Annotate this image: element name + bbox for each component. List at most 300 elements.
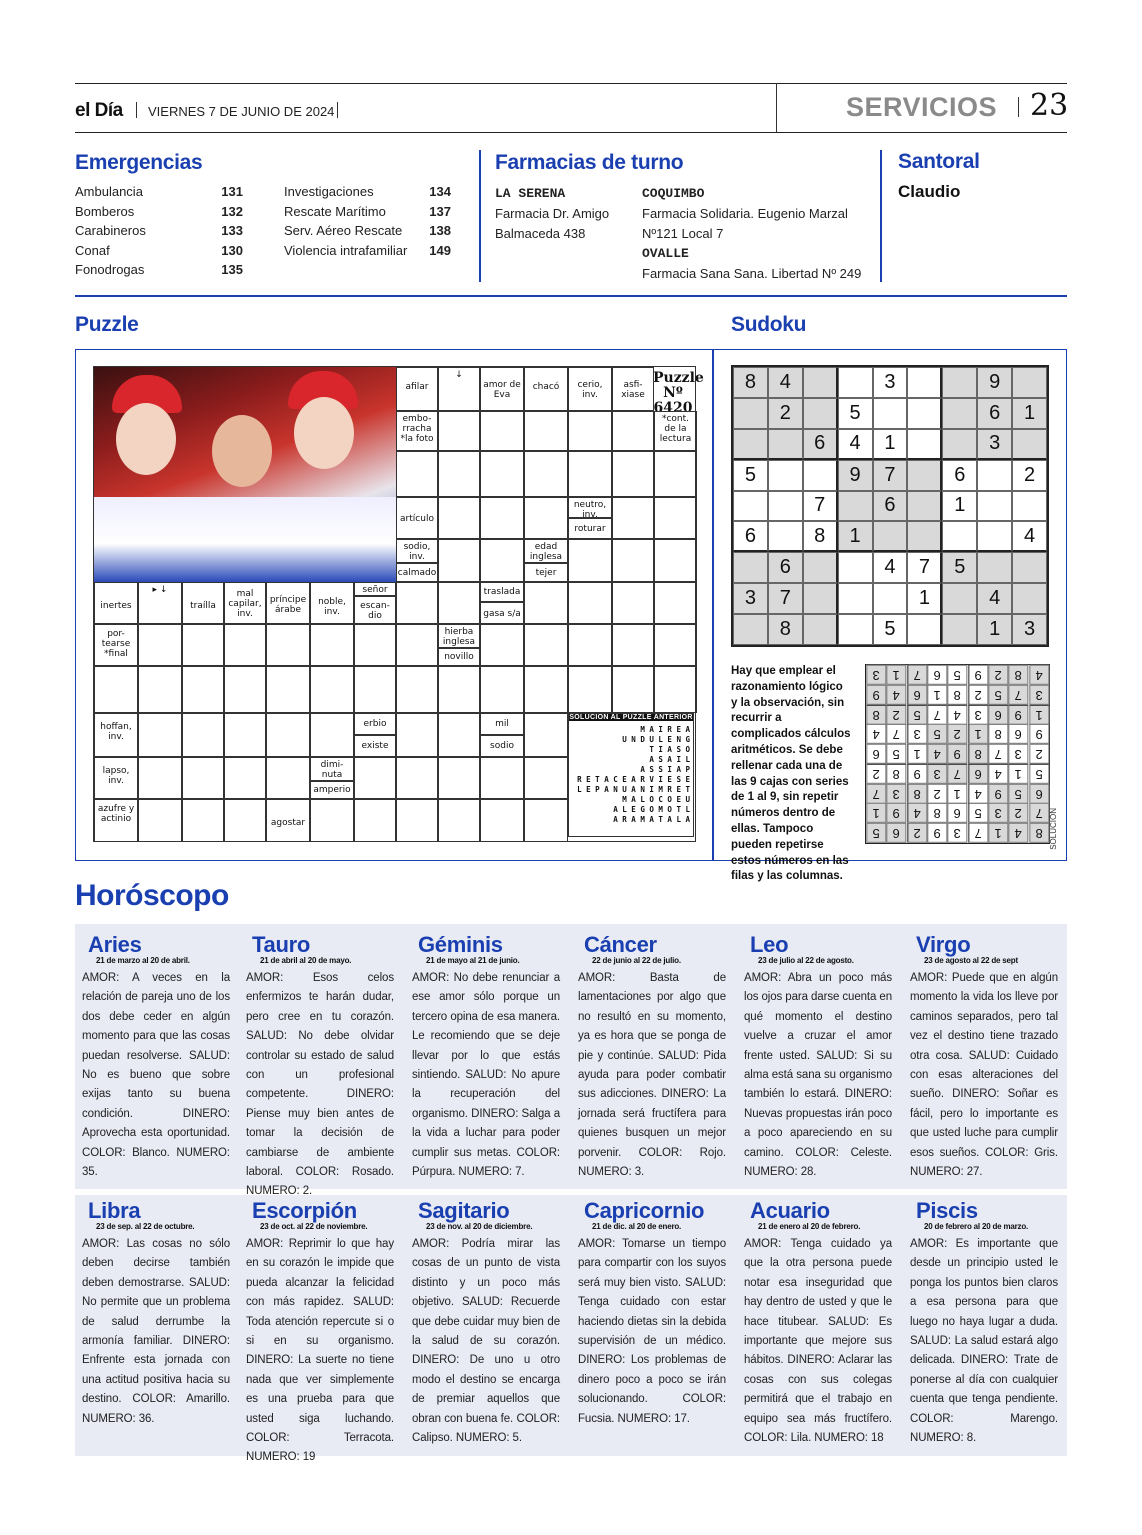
sign-dates: 22 de junio al 22 de julio. xyxy=(592,956,681,965)
sign-dates: 20 de febrero al 20 de marzo. xyxy=(924,1222,1029,1231)
sudoku-solution xyxy=(865,664,1050,844)
sudoku-solution-cell: 2 xyxy=(1029,744,1049,764)
sudoku-solution-cell: 9 xyxy=(886,803,906,823)
sudoku-solution-cell: 5 xyxy=(968,803,988,823)
sudoku-solution-cell: 4 xyxy=(927,744,947,764)
grid-cell xyxy=(654,624,697,666)
sudoku-solution-cell: 8 xyxy=(866,705,886,725)
sudoku-cell xyxy=(733,552,768,583)
grid-cell xyxy=(480,539,524,582)
sudoku-cell: 6 xyxy=(942,460,977,491)
sudoku-cell: 6 xyxy=(803,429,838,460)
grid-cell xyxy=(438,757,480,799)
sudoku-cell: 8 xyxy=(768,614,803,645)
column-divider xyxy=(880,150,882,282)
sudoku-cell: 6 xyxy=(768,552,803,583)
grid-cell xyxy=(438,582,480,624)
sudoku-cell xyxy=(768,521,803,552)
clue-cell: ↓ xyxy=(438,367,480,411)
sudoku-cell xyxy=(942,398,977,429)
sudoku-solution-cell: 3 xyxy=(988,803,1008,823)
grid-cell xyxy=(396,451,438,497)
emergencias-list-1 xyxy=(75,182,243,280)
sudoku-solution-cell: 8 xyxy=(947,685,967,705)
grid-cell xyxy=(182,713,224,757)
sign-text: AMOR: Tenga cuidado ya que la otra persona puede notar esa inseguridad que hay dentro de usted y que le hace titubear. SALUD: Es importante que mejore sus hábitos. DINERO: Aclarar las cosas con sus colegas permitirá que el trabajo en equipo sea más fructífero. COLOR: Lila. NUMERO: 18 xyxy=(744,1238,892,1445)
sudoku-cell: 1 xyxy=(907,583,942,614)
clue-cell: neutro, inv. xyxy=(568,497,612,518)
grid-cell xyxy=(524,624,568,666)
sign-dates: 21 de enero al 20 de febrero. xyxy=(758,1222,861,1231)
sign-name: Géminis xyxy=(418,932,503,957)
clue-cell: artículo xyxy=(396,497,438,539)
sudoku-cell xyxy=(733,429,768,460)
grid-cell xyxy=(396,666,438,713)
header-top-rule xyxy=(75,83,1067,84)
clue-cell: por-tearse *final xyxy=(94,624,138,666)
sudoku-cell xyxy=(768,460,803,491)
sudoku-cell xyxy=(907,460,942,491)
sudoku-cell: 5 xyxy=(838,398,873,429)
solution-row: A S A I L xyxy=(649,755,690,764)
sign-text: AMOR: Reprimir lo que hay en su corazón le impide que pueda alcanzar la felicidad con más rapidez. SALUD: Toda atención repercute si o si en su organismo. DINERO: La suerte no tiene nada que ver simplemente es una prueba para que usted siga luchando. COLOR: Terracota. NUMERO: 19 xyxy=(246,1238,394,1464)
clue-cell: existe xyxy=(354,735,396,757)
grid-cell xyxy=(568,539,612,582)
sudoku-cell xyxy=(907,614,942,645)
sudoku-solution-cell: 5 xyxy=(988,685,1008,705)
sudoku-cell xyxy=(873,583,908,614)
sudoku-solution-cell: 6 xyxy=(866,744,886,764)
sudoku-cell: 5 xyxy=(873,614,908,645)
sudoku-solution-cell: 8 xyxy=(927,803,947,823)
sudoku-cell: 4 xyxy=(838,429,873,460)
clue-cell: traslada xyxy=(480,582,524,602)
sudoku-solution-cell: 7 xyxy=(886,724,906,744)
section-rule xyxy=(75,295,1067,297)
grid-cell xyxy=(182,624,224,666)
sudoku-solution-cell: 2 xyxy=(947,724,967,744)
sudoku-cell xyxy=(1012,491,1047,522)
sudoku-cell: 2 xyxy=(768,398,803,429)
clue-cell: chacó xyxy=(524,367,568,411)
grid-cell xyxy=(524,713,568,757)
grid-cell xyxy=(524,582,568,624)
sudoku-solution-cell: 9 xyxy=(968,665,988,685)
farmacias-title: Farmacias de turno xyxy=(495,151,684,174)
sign-name: Aries xyxy=(88,932,142,957)
sudoku-solution-cell: 5 xyxy=(947,665,967,685)
grid-cell xyxy=(568,582,612,624)
grid-cell xyxy=(438,713,480,757)
sudoku-solution-cell: 7 xyxy=(907,665,927,685)
sudoku-solution-cell: 6 xyxy=(988,705,1008,725)
clue-cell: tejer xyxy=(524,563,568,582)
sudoku-cell xyxy=(1012,367,1047,398)
clue-cell: príncipe árabe xyxy=(266,582,310,624)
sudoku-cell xyxy=(803,614,838,645)
sign-name: Piscis xyxy=(916,1198,978,1223)
grid-cell xyxy=(524,757,568,799)
puzzle-photo xyxy=(94,367,396,582)
sudoku-solution-cell: 8 xyxy=(1029,823,1049,843)
clue-cell: edad inglesa xyxy=(524,539,568,563)
sign-name: Libra xyxy=(88,1198,141,1223)
sudoku-solution-cell: 5 xyxy=(927,724,947,744)
grid-cell xyxy=(310,666,354,713)
sign-text: AMOR: Podría mirar las cosas de un punto de vista distinto y un poco más objetivo. SALUD: Recuerde que debe cuidar muy bien de la salud de su corazón. DINERO: De uno u otro modo el destino se encarga de premiar aquellos que obran con buena fe. COLOR: Calipso. NUMERO: 5. xyxy=(412,1238,560,1445)
sudoku-cell xyxy=(907,398,942,429)
sign-name: Escorpión xyxy=(252,1198,357,1223)
emergency-row: Violencia intrafamiliar 149 xyxy=(284,242,451,258)
emergency-row: Carabineros 133 xyxy=(75,223,243,238)
clue-cell: mil xyxy=(480,713,524,735)
clue-cell: lapso, inv. xyxy=(94,757,138,799)
grid-cell xyxy=(354,799,396,842)
grid-cell xyxy=(310,713,354,757)
sudoku-cell xyxy=(907,521,942,552)
sudoku-solution-label: SOLUCIÓN xyxy=(1049,808,1058,850)
clue-cell: azufre y actinio xyxy=(94,799,138,842)
grid-cell xyxy=(354,757,396,799)
sudoku-solution-cell: 3 xyxy=(1029,685,1049,705)
grid-cell xyxy=(354,666,396,713)
sudoku-cell: 4 xyxy=(873,552,908,583)
sudoku-solution-cell: 3 xyxy=(968,705,988,725)
sudoku-solution-cell: 1 xyxy=(968,724,988,744)
sudoku-cell: 5 xyxy=(733,460,768,491)
previous-solution xyxy=(568,713,694,837)
divider xyxy=(1018,97,1019,117)
sudoku-solution-cell: 6 xyxy=(886,823,906,843)
sudoku-cell xyxy=(977,460,1012,491)
solution-row: U N D U L E N G xyxy=(622,735,690,744)
grid-cell xyxy=(480,497,524,539)
sudoku-cell: 8 xyxy=(803,521,838,552)
sudoku-cell: 7 xyxy=(768,583,803,614)
farmacia-serena: LA SERENA Farmacia Dr. Amigo Balmaceda 438 xyxy=(495,186,610,241)
sudoku-cell: 1 xyxy=(873,429,908,460)
sudoku-cell xyxy=(977,491,1012,522)
sudoku-cell: 5 xyxy=(942,552,977,583)
sudoku-solution-cell: 2 xyxy=(927,784,947,804)
santoral-name: Claudio xyxy=(898,182,961,201)
grid-cell xyxy=(182,757,224,799)
grid-cell xyxy=(524,497,568,539)
divider xyxy=(337,102,338,118)
grid-cell xyxy=(654,451,697,497)
grid-cell xyxy=(224,624,266,666)
sudoku-cell: 4 xyxy=(977,583,1012,614)
sudoku-solution-cell: 3 xyxy=(886,784,906,804)
sudoku-solution-cell: 3 xyxy=(1008,744,1028,764)
clue-cell: noble, inv. xyxy=(310,582,354,624)
grid-cell xyxy=(396,713,438,757)
sudoku-cell: 8 xyxy=(733,367,768,398)
sudoku-instructions: Hay que emplear el razonamiento lógico y la observación, sin recurrir a complicados cálculos aritméticos. Se debe rellenar cada una de las 9 cajas con series de 1 al 9, sin repetir números dentro de ellas. Tampoco pueden repetirse estos números en las filas y las columnas. xyxy=(731,665,851,883)
sign-dates: 21 de mayo al 21 de junio. xyxy=(426,956,520,965)
sudoku-solution-cell: 4 xyxy=(866,724,886,744)
grid-cell xyxy=(354,624,396,666)
sign-text: AMOR: Esos celos enfermizos te harán dudar, pero cree en tu corazón. SALUD: No debe olvidar controlar su estado de salud con un profesional competente. DINERO: Piense muy bien antes de tomar la decisión de cambiarse de ambiente laboral. COLOR: Rosado. NUMERO: 2. xyxy=(246,972,394,1198)
sudoku-solution-cell: 7 xyxy=(1029,803,1049,823)
sudoku-solution-cell: 4 xyxy=(988,764,1008,784)
sign-text: AMOR: Basta de lamentaciones por algo que no resultó en su momento, ya es hora que se ponga de pie y continúe. SALUD: Pida ayuda para poder combatir sus adicciones. DINERO: La jornada será fructífera para quienes busquen un mejor porvenir. COLOR: Rojo. NUMERO: 3. xyxy=(578,972,726,1179)
sudoku-solution-cell: 4 xyxy=(1029,665,1049,685)
clue-cell: embo-rracha *la foto xyxy=(396,411,438,451)
grid-cell xyxy=(568,666,612,713)
grid-cell xyxy=(138,799,182,842)
sudoku-solution-cell: 4 xyxy=(886,685,906,705)
column-divider xyxy=(479,150,481,282)
sudoku-solution-cell: 9 xyxy=(907,764,927,784)
sudoku-solution-cell: 9 xyxy=(1008,705,1028,725)
grid-cell xyxy=(480,799,524,842)
sudoku-solution-cell: 7 xyxy=(1008,685,1028,705)
sign-name: Cáncer xyxy=(584,932,657,957)
grid-cell xyxy=(480,451,524,497)
grid-cell xyxy=(138,624,182,666)
sudoku-solution-cell: 7 xyxy=(988,744,1008,764)
sudoku-cell xyxy=(838,614,873,645)
sudoku-solution-cell: 5 xyxy=(886,744,906,764)
emergency-row: Rescate Marítimo 137 xyxy=(284,203,451,219)
clue-cell: afilar xyxy=(396,367,438,411)
clue-cell: asfi-xiase xyxy=(612,367,654,411)
sudoku-cell: 6 xyxy=(873,491,908,522)
sudoku-solution-cell: 5 xyxy=(907,705,927,725)
emergency-row: Serv. Aéreo Rescate 138 xyxy=(284,223,451,238)
sudoku-solution-cell: 6 xyxy=(907,685,927,705)
sudoku-solution-cell: 9 xyxy=(947,744,967,764)
solution-row: A L E G O M O T L xyxy=(613,805,690,814)
grid-cell xyxy=(310,799,354,842)
grid-cell xyxy=(438,799,480,842)
grid-cell xyxy=(310,624,354,666)
clue-cell: agostar xyxy=(266,799,310,842)
grid-cell xyxy=(568,624,612,666)
grid-cell xyxy=(266,713,310,757)
sudoku-solution-cell: 6 xyxy=(1029,784,1049,804)
sudoku-cell: 1 xyxy=(838,521,873,552)
sign-dates: 23 de julio al 22 de agosto. xyxy=(758,956,854,965)
clue-cell: cerio, inv. xyxy=(568,367,612,411)
horoscope-sign xyxy=(82,932,230,1182)
sudoku-cell xyxy=(942,583,977,614)
sudoku-solution-cell: 2 xyxy=(886,705,906,725)
clue-cell: gasa s/a xyxy=(480,602,524,624)
sudoku-solution-cell: 2 xyxy=(866,764,886,784)
grid-cell xyxy=(182,799,224,842)
newspaper-logo: el Día xyxy=(75,100,123,121)
sudoku-solution-cell: 9 xyxy=(866,685,886,705)
horoscope-separator xyxy=(75,1189,1067,1195)
sudoku-cell xyxy=(942,614,977,645)
emergency-row: Ambulancia 131 xyxy=(75,184,243,199)
grid-cell xyxy=(396,582,438,624)
sudoku-solution-cell: 7 xyxy=(927,705,947,725)
sign-name: Virgo xyxy=(916,932,971,957)
sudoku-cell: 1 xyxy=(977,614,1012,645)
clue-cell: amperio xyxy=(310,781,354,799)
grid-cell xyxy=(612,411,654,451)
grid-cell xyxy=(438,666,480,713)
grid-cell xyxy=(438,497,480,539)
sudoku-solution-cell: 4 xyxy=(1008,823,1028,843)
horoscope-sign xyxy=(246,1198,394,1468)
clue-cell: escan-dio xyxy=(354,596,396,624)
sign-text: AMOR: Tomarse un tiempo para compartir con los suyos será muy bien visto. SALUD: Tenga cuidado con estar haciendo dietas sin la debida supervisión de un médico. DINERO: Los problemas de dinero poco a poco se irán solucionando. COLOR: Fucsia. NUMERO: 17. xyxy=(578,1238,726,1425)
grid-cell xyxy=(524,799,568,842)
sudoku-solution-cell: 7 xyxy=(866,784,886,804)
grid-cell xyxy=(138,713,182,757)
sudoku-solution-cell: 1 xyxy=(1008,764,1028,784)
sudoku-cell xyxy=(873,398,908,429)
horoscope-sign xyxy=(744,1198,892,1448)
clue-cell: amor de Eva xyxy=(480,367,524,411)
grid-cell xyxy=(524,451,568,497)
sudoku-solution-cell: 1 xyxy=(947,784,967,804)
sudoku-solution-cell: 1 xyxy=(907,744,927,764)
clue-cell: hierba inglesa xyxy=(438,624,480,648)
horoscope-sign xyxy=(412,1198,560,1448)
sudoku-solution-cell: 9 xyxy=(1029,724,1049,744)
sudoku-solution-cell: 6 xyxy=(1008,724,1028,744)
sudoku-solution-cell: 3 xyxy=(866,665,886,685)
sudoku-solution-cell: 5 xyxy=(1008,784,1028,804)
sudoku-cell xyxy=(803,552,838,583)
grid-cell xyxy=(654,497,697,539)
clue-cell: hoffan, inv. xyxy=(94,713,138,757)
sudoku-title: Sudoku xyxy=(731,313,807,336)
sudoku-cell: 3 xyxy=(873,367,908,398)
horoscope-sign xyxy=(412,932,560,1182)
horoscope-sign xyxy=(82,1198,230,1429)
sudoku-solution-cell: 7 xyxy=(947,764,967,784)
sign-text: AMOR: Abra un poco más los ojos para darse cuenta en qué momento el destino vuelve a cruzar el amor frente usted. SALUD: Si su alma está sana su organismo también lo estará. DINERO: Nuevas propuestas irán poco a poco apareciendo en su camino. COLOR: Celeste. NUMERO: 28. xyxy=(744,972,892,1179)
grid-cell xyxy=(266,624,310,666)
sign-dates: 23 de sep. al 22 de octubre. xyxy=(96,1222,195,1231)
sudoku-cell xyxy=(838,583,873,614)
sudoku-cell xyxy=(803,367,838,398)
sign-text: AMOR: No debe renunciar a ese amor sólo porque un tercero opina de esa manera. Le recomiendo que se deje llevar por lo que estás sintiendo. SALUD: No apure la recuperación del organismo. DINERO: Salga a la vida a luchar para poder cumplir sus metas. COLOR: Púrpura. NUMERO: 7. xyxy=(412,972,560,1179)
grid-cell xyxy=(396,624,438,666)
grid-cell xyxy=(654,539,697,582)
sudoku-solution-cell: 4 xyxy=(907,803,927,823)
sudoku-solution-cell: 8 xyxy=(1008,665,1028,685)
sudoku-cell xyxy=(838,491,873,522)
grid-cell xyxy=(224,666,266,713)
puzzle-brand: Puzzle Nº 6420 xyxy=(653,370,704,416)
sudoku-solution-cell: 3 xyxy=(907,724,927,744)
sudoku-cell xyxy=(977,552,1012,583)
farmacia-coquimbo-ovalle: COQUIMBO Farmacia Solidaria. Eugenio Marzal Nº121 Local 7 OVALLE Farmacia Sana Sana. Libertad Nº 249 xyxy=(642,186,862,281)
sudoku-cell xyxy=(803,583,838,614)
horoscope-sign xyxy=(578,932,726,1182)
clue-cell: novillo xyxy=(438,648,480,666)
puzzle-title: Puzzle xyxy=(75,313,139,336)
emergency-row: Fonodrogas 135 xyxy=(75,262,243,277)
sudoku-solution-cell: 8 xyxy=(886,764,906,784)
sudoku-cell xyxy=(733,491,768,522)
grid-cell xyxy=(480,411,524,451)
horoscope-sign xyxy=(910,1198,1058,1448)
grid-cell xyxy=(94,666,138,713)
sudoku-solution-cell: 2 xyxy=(968,685,988,705)
santoral-title: Santoral xyxy=(898,150,980,173)
sudoku-cell: 3 xyxy=(977,429,1012,460)
clue-cell: erbio xyxy=(354,713,396,735)
sign-name: Capricornio xyxy=(584,1198,705,1223)
sudoku-cell xyxy=(907,491,942,522)
previous-solution-title: SOLUCION AL PUZZLE ANTERIOR xyxy=(569,714,693,721)
sudoku-cell: 6 xyxy=(733,521,768,552)
emergencias-title: Emergencias xyxy=(75,151,203,174)
horoscope-sign xyxy=(744,932,892,1182)
grid-cell xyxy=(480,666,524,713)
grid-cell xyxy=(224,713,266,757)
sudoku-solution-cell: 8 xyxy=(968,744,988,764)
sudoku-solution-cell: 1 xyxy=(1029,705,1049,725)
sign-text: AMOR: A veces en la relación de pareja uno de los dos debe ceder en algún momento para que las cosas puedan resolverse. SALUD: No es bueno que sobre exijas tanto su buena condición. DINERO: Aprovecha esta oportunidad. COLOR: Blanco. NUMERO: 35. xyxy=(82,972,230,1179)
column-divider xyxy=(712,349,714,861)
sudoku-solution-cell: 3 xyxy=(947,823,967,843)
sign-dates: 21 de dic. al 20 de enero. xyxy=(592,1222,682,1231)
sudoku-solution-cell: 1 xyxy=(886,665,906,685)
clue-cell: roturar xyxy=(568,518,612,539)
sudoku-cell: 9 xyxy=(977,367,1012,398)
header-bottom-rule xyxy=(75,132,1067,133)
sudoku-solution-cell: 8 xyxy=(907,784,927,804)
sign-text: AMOR: Es importante que desde un principio usted le ponga los puntos bien claros a esa persona para que luego no haya lugar a duda. SALUD: La salud estará algo delicada. DINERO: Trate de ponerse al día con cualquier cuenta que tenga pendiente. COLOR: Marengo. NUMERO: 8. xyxy=(910,1238,1058,1445)
grid-cell xyxy=(612,539,654,582)
clue-cell: mal capilar, inv. xyxy=(224,582,266,624)
grid-cell xyxy=(480,624,524,666)
sudoku-cell: 3 xyxy=(733,583,768,614)
grid-cell xyxy=(612,582,654,624)
grid-cell xyxy=(568,451,612,497)
sudoku-cell: 9 xyxy=(838,460,873,491)
sudoku-cell: 7 xyxy=(803,491,838,522)
sudoku-cell xyxy=(1012,583,1047,614)
sudoku-cell xyxy=(942,429,977,460)
emergency-row: Bomberos 132 xyxy=(75,203,243,219)
clue-cell: sodio, inv. xyxy=(396,539,438,563)
sudoku-cell xyxy=(873,521,908,552)
clue-cell: calmado xyxy=(396,563,438,582)
clue-cell: *cont. de la lectura xyxy=(654,411,697,451)
sudoku-cell xyxy=(907,367,942,398)
crossword-puzzle xyxy=(93,366,704,842)
sudoku-cell: 4 xyxy=(768,367,803,398)
sign-dates: 23 de nov. al 20 de diciembre. xyxy=(426,1222,533,1231)
grid-cell xyxy=(524,666,568,713)
grid-cell xyxy=(224,757,266,799)
sudoku-solution-cell: 5 xyxy=(1029,764,1049,784)
emergency-row: Conaf 130 xyxy=(75,242,243,258)
grid-cell xyxy=(568,411,612,451)
sudoku-cell: 6 xyxy=(977,398,1012,429)
sudoku-cell: 7 xyxy=(907,552,942,583)
sudoku-solution-cell: 1 xyxy=(988,823,1008,843)
sudoku-solution-cell: 6 xyxy=(927,665,947,685)
sudoku-cell xyxy=(1012,429,1047,460)
sign-name: Acuario xyxy=(750,1198,830,1223)
sudoku-solution-cell: 2 xyxy=(1008,803,1028,823)
clue-cell: inertes xyxy=(94,582,138,624)
sudoku-cell xyxy=(907,429,942,460)
sign-text: AMOR: Las cosas no sólo deben decirse también deben demostrarse. SALUD: No permite que un problema de salud derrumbe la armonía familiar. DINERO: Enfrente esta jornada con una actitud positiva hacia su destino. COLOR: Amarillo. NUMERO: 36. xyxy=(82,1238,230,1425)
sudoku-cell: 1 xyxy=(1012,398,1047,429)
